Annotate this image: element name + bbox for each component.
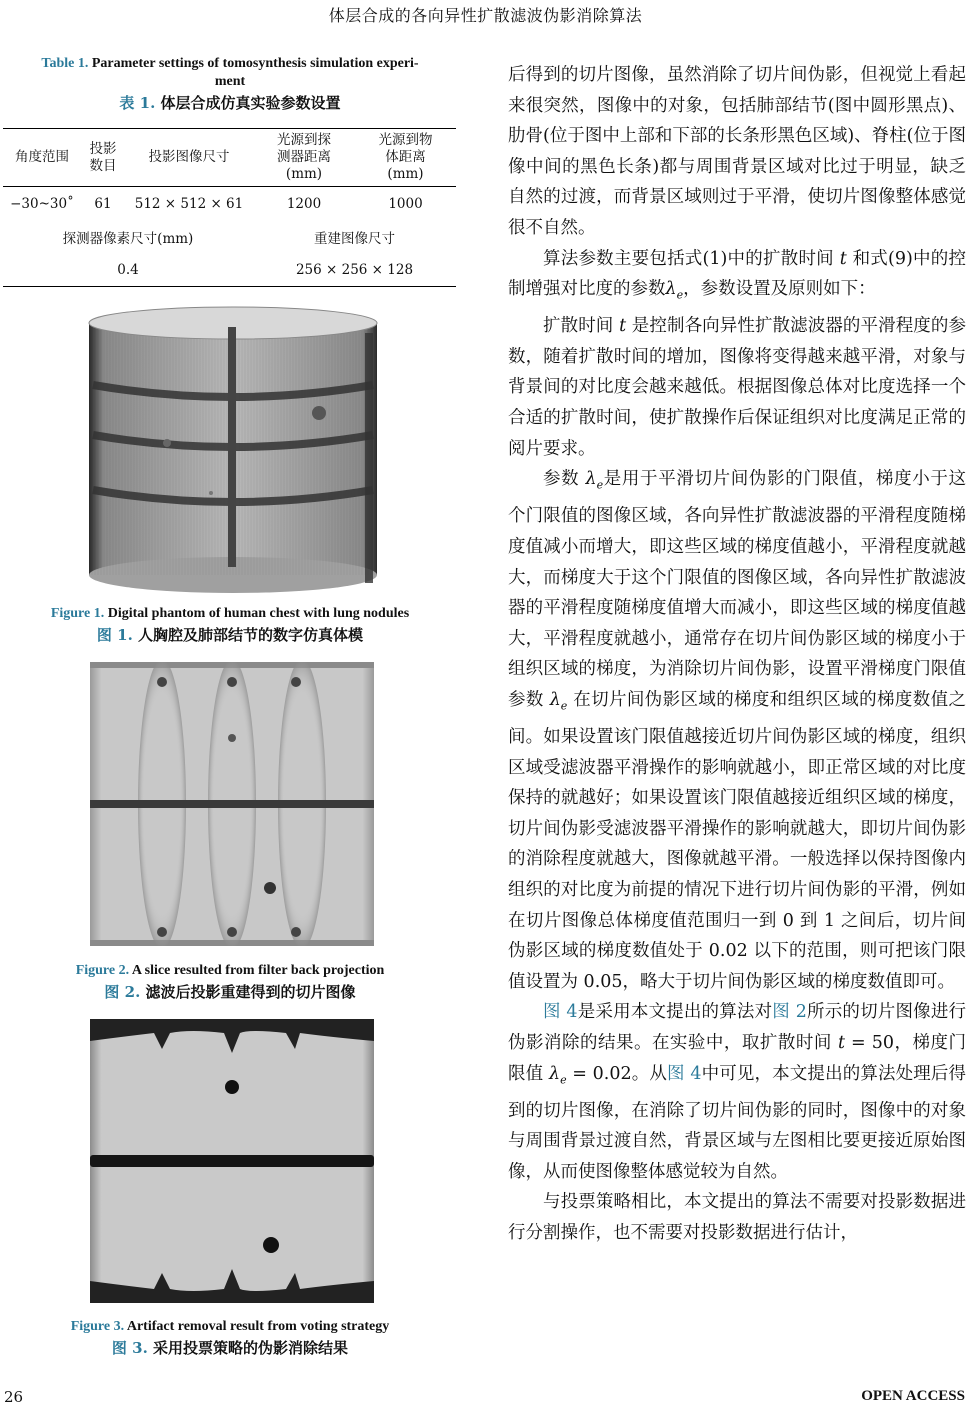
paragraph: 扩散时间 t 是控制各向异性扩散滤波器的平滑程度的参数，随着扩散时间的增加，图像将变得越来越平滑，对象与背景间的对比度会越来越低。根据图像总体对比度选择一个合适的扩散时间，使扩散操作后保证组织对比度满足正常的阅片要求。 (508, 316, 967, 459)
body-text (508, 60, 966, 1249)
figure1-caption-zh: 人胸腔及肺部结节的数字仿真体模 (138, 626, 364, 644)
figure4-link[interactable]: 图 4 (543, 1002, 578, 1023)
figure2-caption-zh: 滤波后投影重建得到的切片图像 (145, 983, 356, 1001)
left-column (0, 55, 460, 113)
figure4-link[interactable]: 图 4 (667, 1063, 702, 1084)
table-cell: 1200 (286, 195, 322, 212)
figure2-label-en: Figure 2. (75, 963, 130, 978)
table1-label-en: Table 1. (41, 56, 89, 71)
figure1-captions (0, 605, 460, 645)
figure3-caption-zh: 采用投票策略的伪影消除结果 (153, 1339, 349, 1357)
figure1-label-en: Figure 1. (50, 606, 105, 621)
table1-caption-zh-text: 体层合成仿真实验参数设置 (160, 94, 341, 112)
figure3-label-en: Figure 3. (70, 1319, 125, 1334)
table-cell: 1000 (388, 195, 423, 212)
paragraph: 参数 $\lambda_e$是用于平滑切片间伪影的门限值，梯度小于这个门限值的图像区域，各向异性扩散滤波器的平滑程度随梯度值减小而增大，即这些区域的梯度值越小，平滑程度就越大，而梯度大于这个门限值的图像区域，各向异性扩散滤波器的平滑程度随梯度值增大而减小，即这些区域的梯度值越大，平滑程度就越小，通常存在切片间伪影区域的梯度小于组织区域的梯度，为消除切片间伪影，设置平滑梯度门限值参数 $\lambda_e$ 在切片间伪影区域的梯度和组织区域的梯度数值之间。如果设置该门限值越接近切片间伪影区域的梯度，组织区域受滤波器平滑操作的影响就越小，即正常区域的对比度保持的就越好；如果设置该门限值越接近组织区域的梯度，切片间伪影受滤波器平滑操作的影响就越大，即切片间伪影的消除程度就越大，图像就越平滑。一般选择以保持图像内组织的对比度为前提的情况下进行切片间伪影的平滑，例如在切片图像总体梯度值范围归一到 0 到 1 之间后，切片间伪影区域的梯度数值处于 0.02 以下的范围，则可把该门限值设置为 0.05，略大于切片间伪影区域的梯度数值即可。 (508, 469, 967, 992)
figure1-caption-en: Digital phantom of human chest with lung nodules (107, 606, 410, 621)
paragraph: 与投票策略相比，本文提出的算法不需要对投影数据进行分割操作，也不需要对投影数据进行估计， (508, 1192, 966, 1243)
th-proj-size: 投影图像尺寸 (125, 129, 253, 187)
table-cell: 重建图像尺寸 (314, 230, 395, 247)
table-cell: 探测器像素尺寸(mm) (62, 230, 194, 247)
table1-caption-en (0, 55, 460, 91)
th-src-obj: 光源到物 体距离 (mm) (355, 129, 456, 187)
figure1-image (85, 305, 381, 597)
figure3-image (90, 1019, 374, 1303)
paragraph: 后得到的切片图像，虽然消除了切片间伪影，但视觉上看起来很突然，图像中的对象，包括肺部结节(图中圆形黑点)、肋骨(位于图中上部和下部的长条形黑色区域)、脊柱(位于图像中间的黑色长条)都与周围背景区域对比过于明显，缺乏自然的过渡，而背景区域则过于平滑，使切片图像整体感觉很不自然。 (508, 65, 966, 238)
th-angle: 角度范围 (3, 129, 81, 187)
figure3-label-zh: 图 3. (111, 1339, 148, 1357)
running-header: 体层合成的各向异性扩散滤波伪影消除算法 (328, 6, 643, 25)
figure2-link[interactable]: 图 2 (772, 1002, 807, 1023)
figure2-label-zh: 图 2. (104, 983, 141, 1001)
figure3-captions (0, 1318, 460, 1358)
table-cell: 0.4 (3, 253, 253, 287)
paragraph: 图 4是采用本文提出的算法对图 2所示的切片图像进行伪影消除的结果。在实验中，取扩散时间 t = 50，梯度门限值 $\lambda_e = 0.02$。从图 4中可见，本文提出的算法处理后得到的切片图像，在消除了切片间伪影的同时，图像中的对象与周围背景过渡自然，背景区域与左图相比要更接近原始图像，从而使图像整体感觉较为自然。 (508, 1002, 967, 1182)
table-cell: 256 × 256 × 128 (253, 253, 456, 287)
figure2-image (90, 662, 374, 946)
table-row (3, 253, 456, 287)
table-row (3, 220, 456, 253)
th-proj-count: 投影 数目 (81, 129, 125, 187)
table1-label-zh: 表 1. (119, 94, 156, 112)
figure2-captions (0, 962, 460, 1002)
figure1-label-zh: 图 1. (96, 626, 133, 644)
table1-caption-en-text: Parameter settings of tomosynthesis simulation experi- (91, 56, 419, 71)
table-cell: 61 (94, 195, 112, 212)
table-cell: 512 × 512 × 61 (134, 195, 244, 212)
paragraph: 算法参数主要包括式(1)中的扩散时间 t 和式(9)中的控制增强对比度的参数$\lambda_e$，参数设置及原则如下： (508, 248, 966, 302)
figure3-caption-en: Artifact removal result from voting strategy (126, 1319, 390, 1334)
table-header-row (3, 129, 456, 187)
th-src-det: 光源到探 测器距离 (mm) (253, 129, 355, 187)
page-number: 26 (4, 1388, 24, 1406)
table1-caption-en-text2: ment (214, 74, 246, 89)
table-row (3, 187, 456, 221)
open-access-label: OPEN ACCESS (861, 1388, 965, 1404)
table-cell: −30~30˚ (10, 195, 74, 212)
parameter-table (3, 128, 456, 287)
figure2-caption-en: A slice resulted from filter back projection (131, 963, 385, 978)
table1-caption-zh (0, 93, 460, 113)
